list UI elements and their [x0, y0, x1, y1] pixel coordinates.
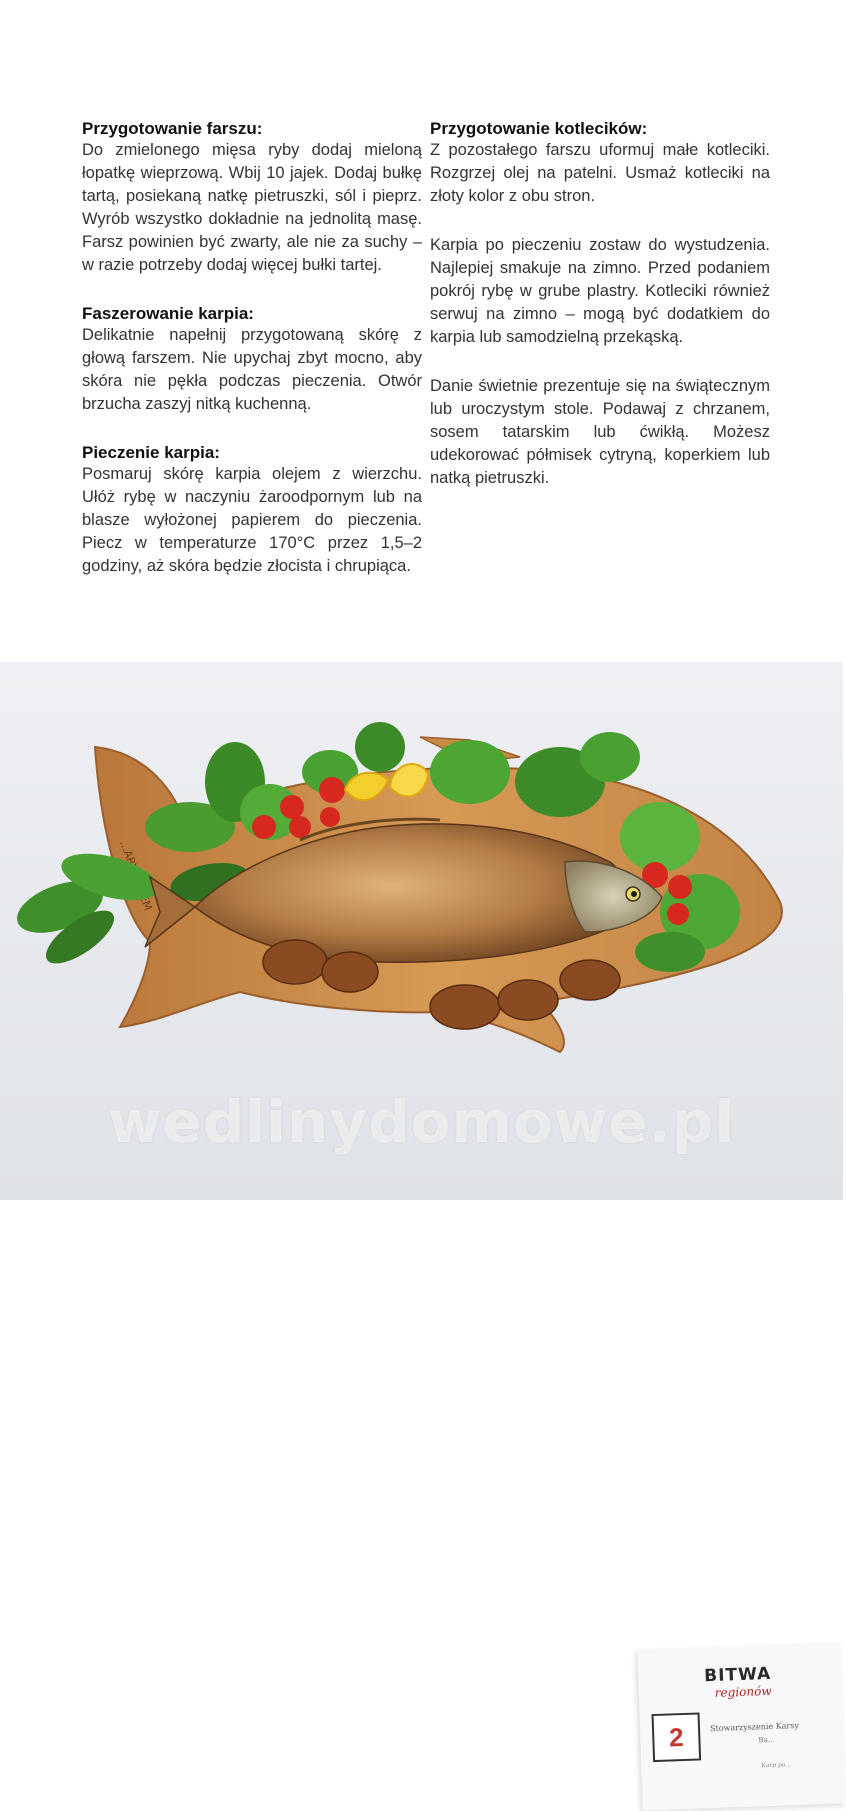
card-number: 2 — [651, 1712, 701, 1762]
section-presentation — [430, 375, 770, 490]
section-body: Do zmielonego mięsa ryby dodaj mieloną łopatkę wieprzową. Wbij 10 jajek. Dodaj bułkę tartą, posiekaną natkę pietruszki, sól i pieprz. Wyrób wszystko dokładnie na jednolitą masę. Farsz powinien być zwarty, ale nie za suchy – w razie potrzeby dodaj więcej bułki tartej. — [82, 141, 422, 274]
card-brand-line2: regionów — [714, 1683, 772, 1700]
contest-card — [637, 1644, 845, 1811]
left-column — [82, 118, 422, 604]
section-title: Pieczenie karpia: — [82, 443, 220, 462]
section-body: Posmaruj skórę karpia olejem z wierzchu. Ułóż rybę w naczyniu żaroodpornym lub na blasze wyłożonej papierem do pieczenia. Piecz w temperaturze 170°C przez 1,5–2 godziny, aż skóra będzie złocista i chrupiąca. — [82, 465, 422, 575]
section-serving — [430, 234, 770, 349]
section-title: Przygotowanie farszu: — [82, 119, 263, 138]
section-body: Delikatnie napełnij przygotowaną skórę z głową farszem. Nie upychaj zbyt mocno, aby skóra nie pękła podczas pieczenia. Otwór brzucha zaszyj nitką kuchenną. — [82, 326, 422, 413]
card-org-line3: Karp po... — [761, 1761, 792, 1770]
section-stuffing-prep — [82, 118, 422, 277]
section-baking-carp — [82, 442, 422, 578]
section-title: Faszerowanie karpia: — [82, 304, 254, 323]
right-column — [430, 118, 770, 516]
section-title: Przygotowanie kotlecików: — [430, 119, 648, 138]
section-body: Z pozostałego farszu uformuj małe kotleciki. Rozgrzej olej na patelni. Usmaż kotleciki na złoty kolor z obu stron. — [430, 141, 770, 205]
section-stuffing-carp — [82, 303, 422, 416]
watermark-text: wedlinydomowe.pl — [107, 1088, 736, 1156]
section-body: Karpia po pieczeniu zostaw do wystudzenia. Najlepiej smakuje na zimno. Przed podaniem pokrój rybę w grube plastry. Kotleciki również serwuj na zimno – mogą być dodatkiem do karpia lub samodzielną przekąską. — [430, 236, 770, 346]
section-cutlets-prep — [430, 118, 770, 208]
card-org-line1: Stowarzyszenie Karsy — [709, 1720, 800, 1734]
section-body: Danie świetnie prezentuje się na świątecznym lub uroczystym stole. Podawaj z chrzanem, sosem tatarskim lub ćwikłą. Możesz udekorować półmisek cytryną, koperkiem lub natką pietruszki. — [430, 377, 770, 487]
card-org-line2: Ba... — [758, 1735, 775, 1745]
card-brand-line1: BITWA — [703, 1663, 772, 1687]
